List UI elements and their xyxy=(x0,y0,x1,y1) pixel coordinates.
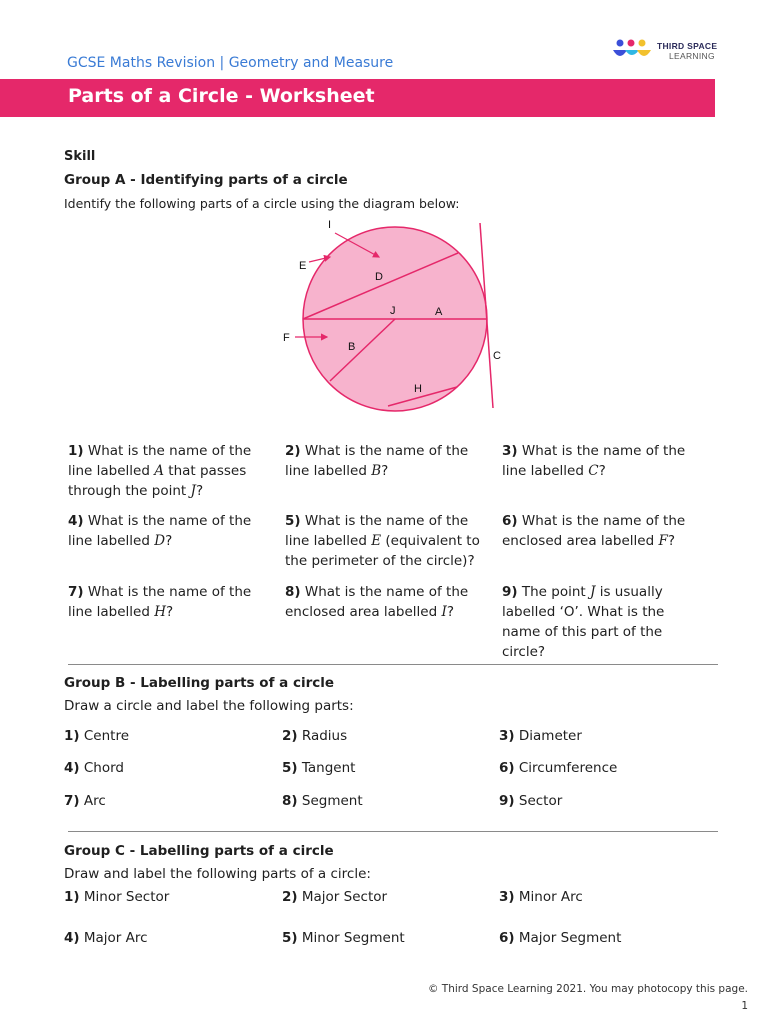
question-a6: 6) What is the name of the enclosed area labelled F? xyxy=(502,513,686,549)
divider-a-b xyxy=(68,664,718,665)
group-b-instruction: Draw a circle and label the following parts: xyxy=(64,698,354,714)
question-a2: 2) What is the name of the line labelled B? xyxy=(285,443,469,479)
label-b: B xyxy=(348,341,356,353)
group-a-heading: Group A - Identifying parts of a circle xyxy=(64,172,348,188)
group-c-item-4: 4) Major Arc xyxy=(64,930,148,946)
label-h: H xyxy=(414,383,422,395)
question-a3: 3) What is the name of the line labelled C? xyxy=(502,443,686,479)
question-a7: 7) What is the name of the line labelled H? xyxy=(68,584,252,620)
group-b-item-4: 4) Chord xyxy=(64,760,124,776)
question-a1: 1) What is the name of the line labelled A that passes through the point J? xyxy=(68,443,252,499)
group-b-item-3: 3) Diameter xyxy=(499,728,582,744)
label-i: I xyxy=(328,219,332,231)
circle-diagram xyxy=(275,213,515,413)
question-a5: 5) What is the name of the line labelled E (equivalent to the perimeter of the circle)? xyxy=(285,513,480,569)
logo-wordmark xyxy=(657,41,717,61)
group-b-item-5: 5) Tangent xyxy=(282,760,356,776)
label-f: F xyxy=(283,332,290,344)
group-b-item-9: 9) Sector xyxy=(499,793,563,809)
page-number: 1 xyxy=(741,1000,748,1012)
label-c: C xyxy=(493,350,501,362)
group-c-instruction: Draw and label the following parts of a circle: xyxy=(64,866,371,882)
group-b-item-6: 6) Circumference xyxy=(499,760,618,776)
group-b-heading: Group B - Labelling parts of a circle xyxy=(64,675,335,691)
label-j: J xyxy=(390,305,396,317)
group-c-item-3: 3) Minor Arc xyxy=(499,889,583,905)
label-d: D xyxy=(375,271,383,283)
group-c-item-5: 5) Minor Segment xyxy=(282,930,405,946)
logo-line-1: THIRD SPACE xyxy=(657,41,718,51)
group-b-item-2: 2) Radius xyxy=(282,728,348,744)
group-c-item-6: 6) Major Segment xyxy=(499,930,622,946)
group-c-item-2: 2) Major Sector xyxy=(282,889,388,905)
logo-line-2: LEARNING xyxy=(669,51,715,61)
label-e: E xyxy=(299,260,307,272)
question-a4: 4) What is the name of the line labelled D? xyxy=(68,513,252,549)
group-b-item-7: 7) Arc xyxy=(64,793,106,809)
question-a9: 9) The point J is usually labelled ‘O’. What is the name of this part of the circle? xyxy=(502,584,665,660)
logo-mark-icon xyxy=(611,38,655,64)
label-a: A xyxy=(435,306,443,318)
group-a-instruction: Identify the following parts of a circle using the diagram below: xyxy=(64,196,460,211)
copyright-notice: © Third Space Learning 2021. You may photocopy this page. xyxy=(427,983,748,995)
group-c-heading: Group C - Labelling parts of a circle xyxy=(64,843,334,859)
group-c-item-1: 1) Minor Sector xyxy=(64,889,170,905)
group-b-item-1: 1) Centre xyxy=(64,728,130,744)
question-a8: 8) What is the name of the enclosed area labelled I? xyxy=(285,584,469,620)
skill-label: Skill xyxy=(64,149,96,164)
page-title: Parts of a Circle - Worksheet xyxy=(68,85,375,107)
group-b-item-8: 8) Segment xyxy=(282,793,363,809)
divider-b-c xyxy=(68,831,718,832)
header-subtitle: GCSE Maths Revision | Geometry and Measure xyxy=(67,55,394,71)
third-space-learning-logo xyxy=(611,38,726,64)
